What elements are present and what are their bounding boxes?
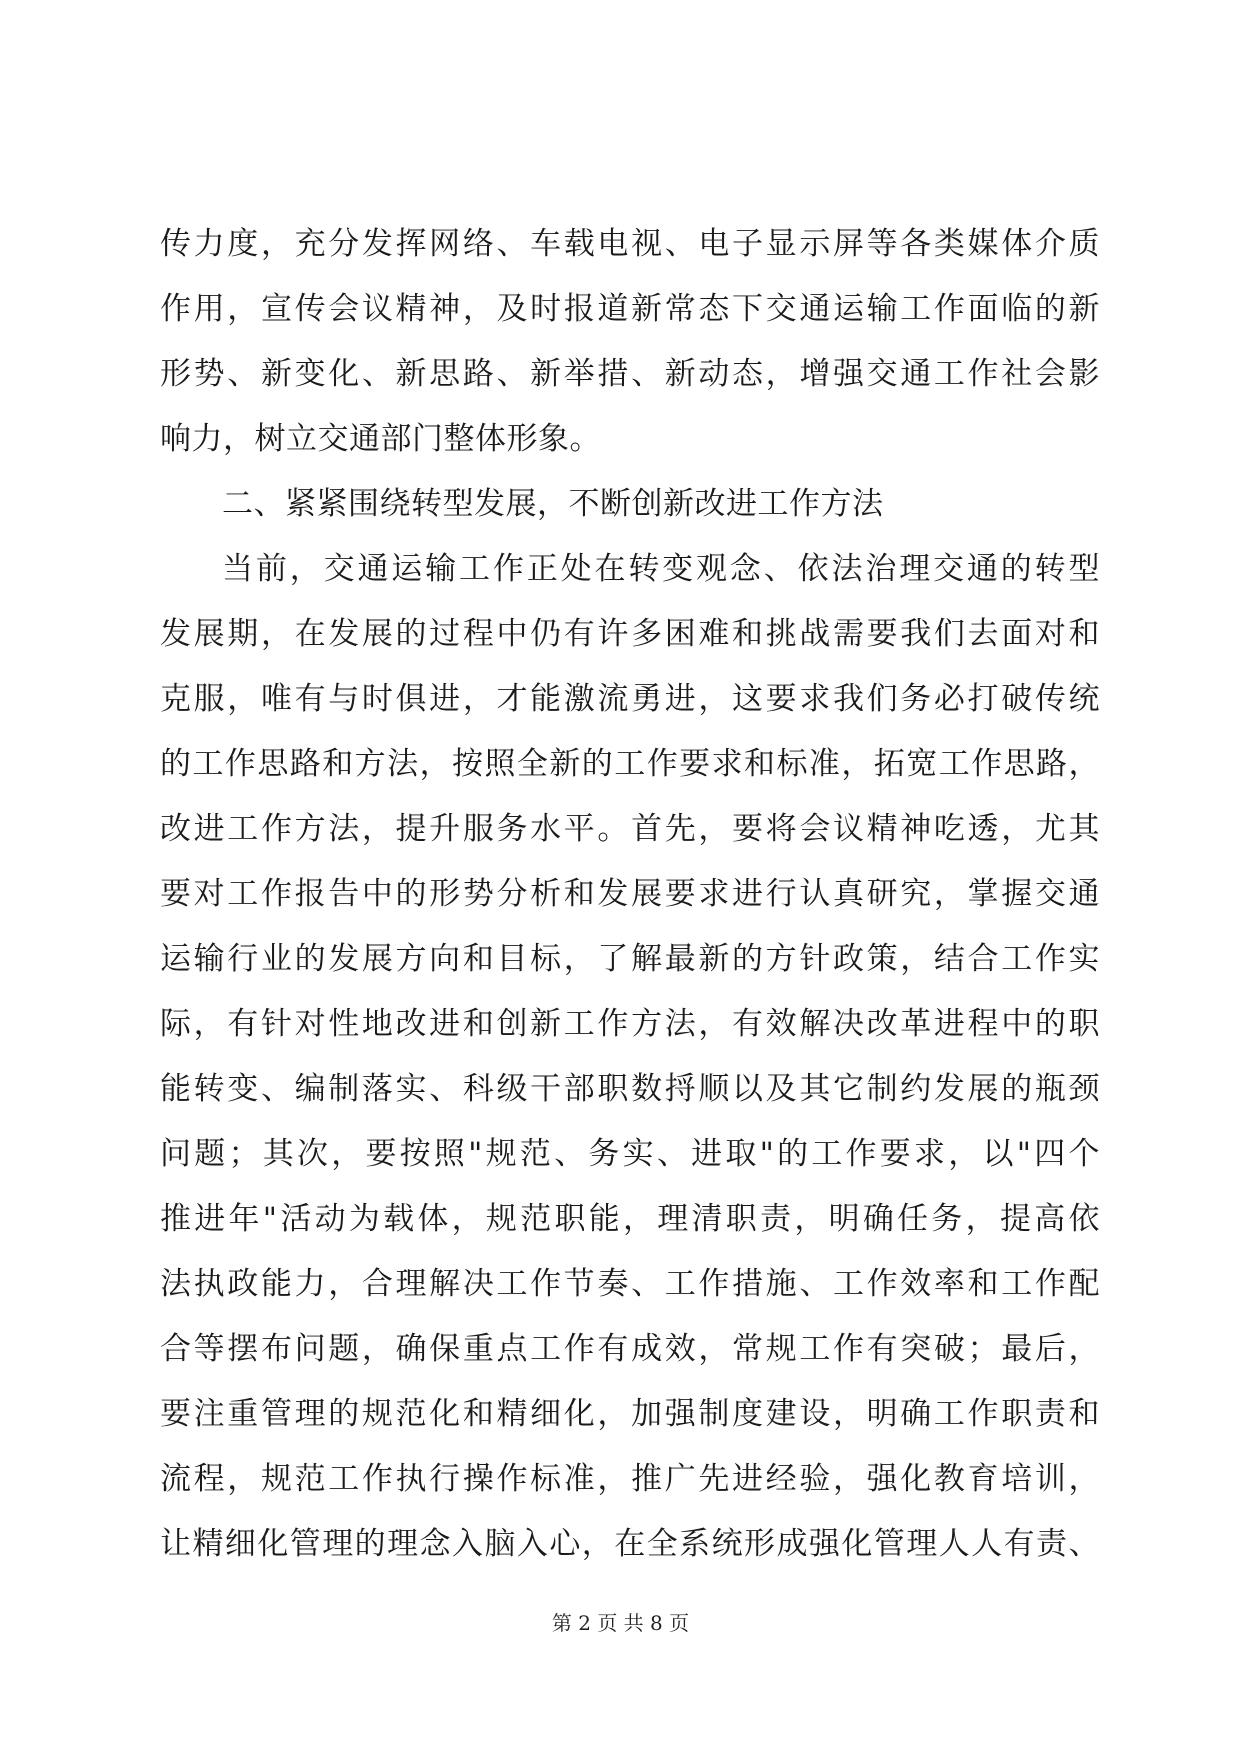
paragraph-line: 运输行业的发展方向和目标，了解最新的方针政策，结合工作实: [160, 941, 1100, 977]
paragraph-line: 传力度，充分发挥网络、车载电视、电子显示屏等各类媒体介质: [160, 226, 1100, 262]
paragraph-line: 克服，唯有与时俱进，才能激流勇进，这要求我们务必打破传统: [160, 681, 1100, 717]
paragraph-line: 改进工作方法，提升服务水平。首先，要将会议精神吃透，尤其: [160, 811, 1100, 847]
paragraph-line: 合等摆布问题，确保重点工作有成效，常规工作有突破；最后，: [160, 1331, 1100, 1367]
paragraph-line: 问题；其次，要按照"规范、务实、进取"的工作要求，以"四个: [160, 1136, 1100, 1172]
paragraph-line: 形势、新变化、新思路、新举措、新动态，增强交通工作社会影: [160, 356, 1100, 392]
paragraph-line: 让精细化管理的理念入脑入心，在全系统形成强化管理人人有责、: [160, 1526, 1100, 1562]
document-body: [160, 212, 1100, 1577]
paragraph-line: 当前，交通运输工作正处在转变观念、依法治理交通的转型: [222, 551, 1100, 587]
paragraph-line: 流程，规范工作执行操作标准，推广先进经验，强化教育培训，: [160, 1461, 1100, 1497]
paragraph-line: 发展期，在发展的过程中仍有许多困难和挑战需要我们去面对和: [160, 616, 1100, 652]
paragraph-line: 能转变、编制落实、科级干部职数捋顺以及其它制约发展的瓶颈: [160, 1071, 1100, 1107]
paragraph-line: 响力，树立交通部门整体形象。: [160, 421, 601, 457]
paragraph-line: 法执政能力，合理解决工作节奏、工作措施、工作效率和工作配: [160, 1266, 1100, 1302]
paragraph-line: 际，有针对性地改进和创新工作方法，有效解决改革进程中的职: [160, 1006, 1100, 1042]
section-heading: 二、紧紧围绕转型发展，不断创新改进工作方法: [222, 486, 884, 522]
paragraph-line: 的工作思路和方法，按照全新的工作要求和标准，拓宽工作思路，: [160, 746, 1100, 782]
paragraph-line: 推进年"活动为载体，规范职能，理清职责，明确任务，提高依: [160, 1201, 1100, 1237]
paragraph-line: 作用，宣传会议精神，及时报道新常态下交通运输工作面临的新: [160, 291, 1100, 327]
paragraph-line: 要注重管理的规范化和精细化，加强制度建设，明确工作职责和: [160, 1396, 1100, 1432]
paragraph-line: 要对工作报告中的形势分析和发展要求进行认真研究，掌握交通: [160, 876, 1100, 912]
page-number-footer: 第 2 页 共 8 页: [551, 1611, 690, 1635]
